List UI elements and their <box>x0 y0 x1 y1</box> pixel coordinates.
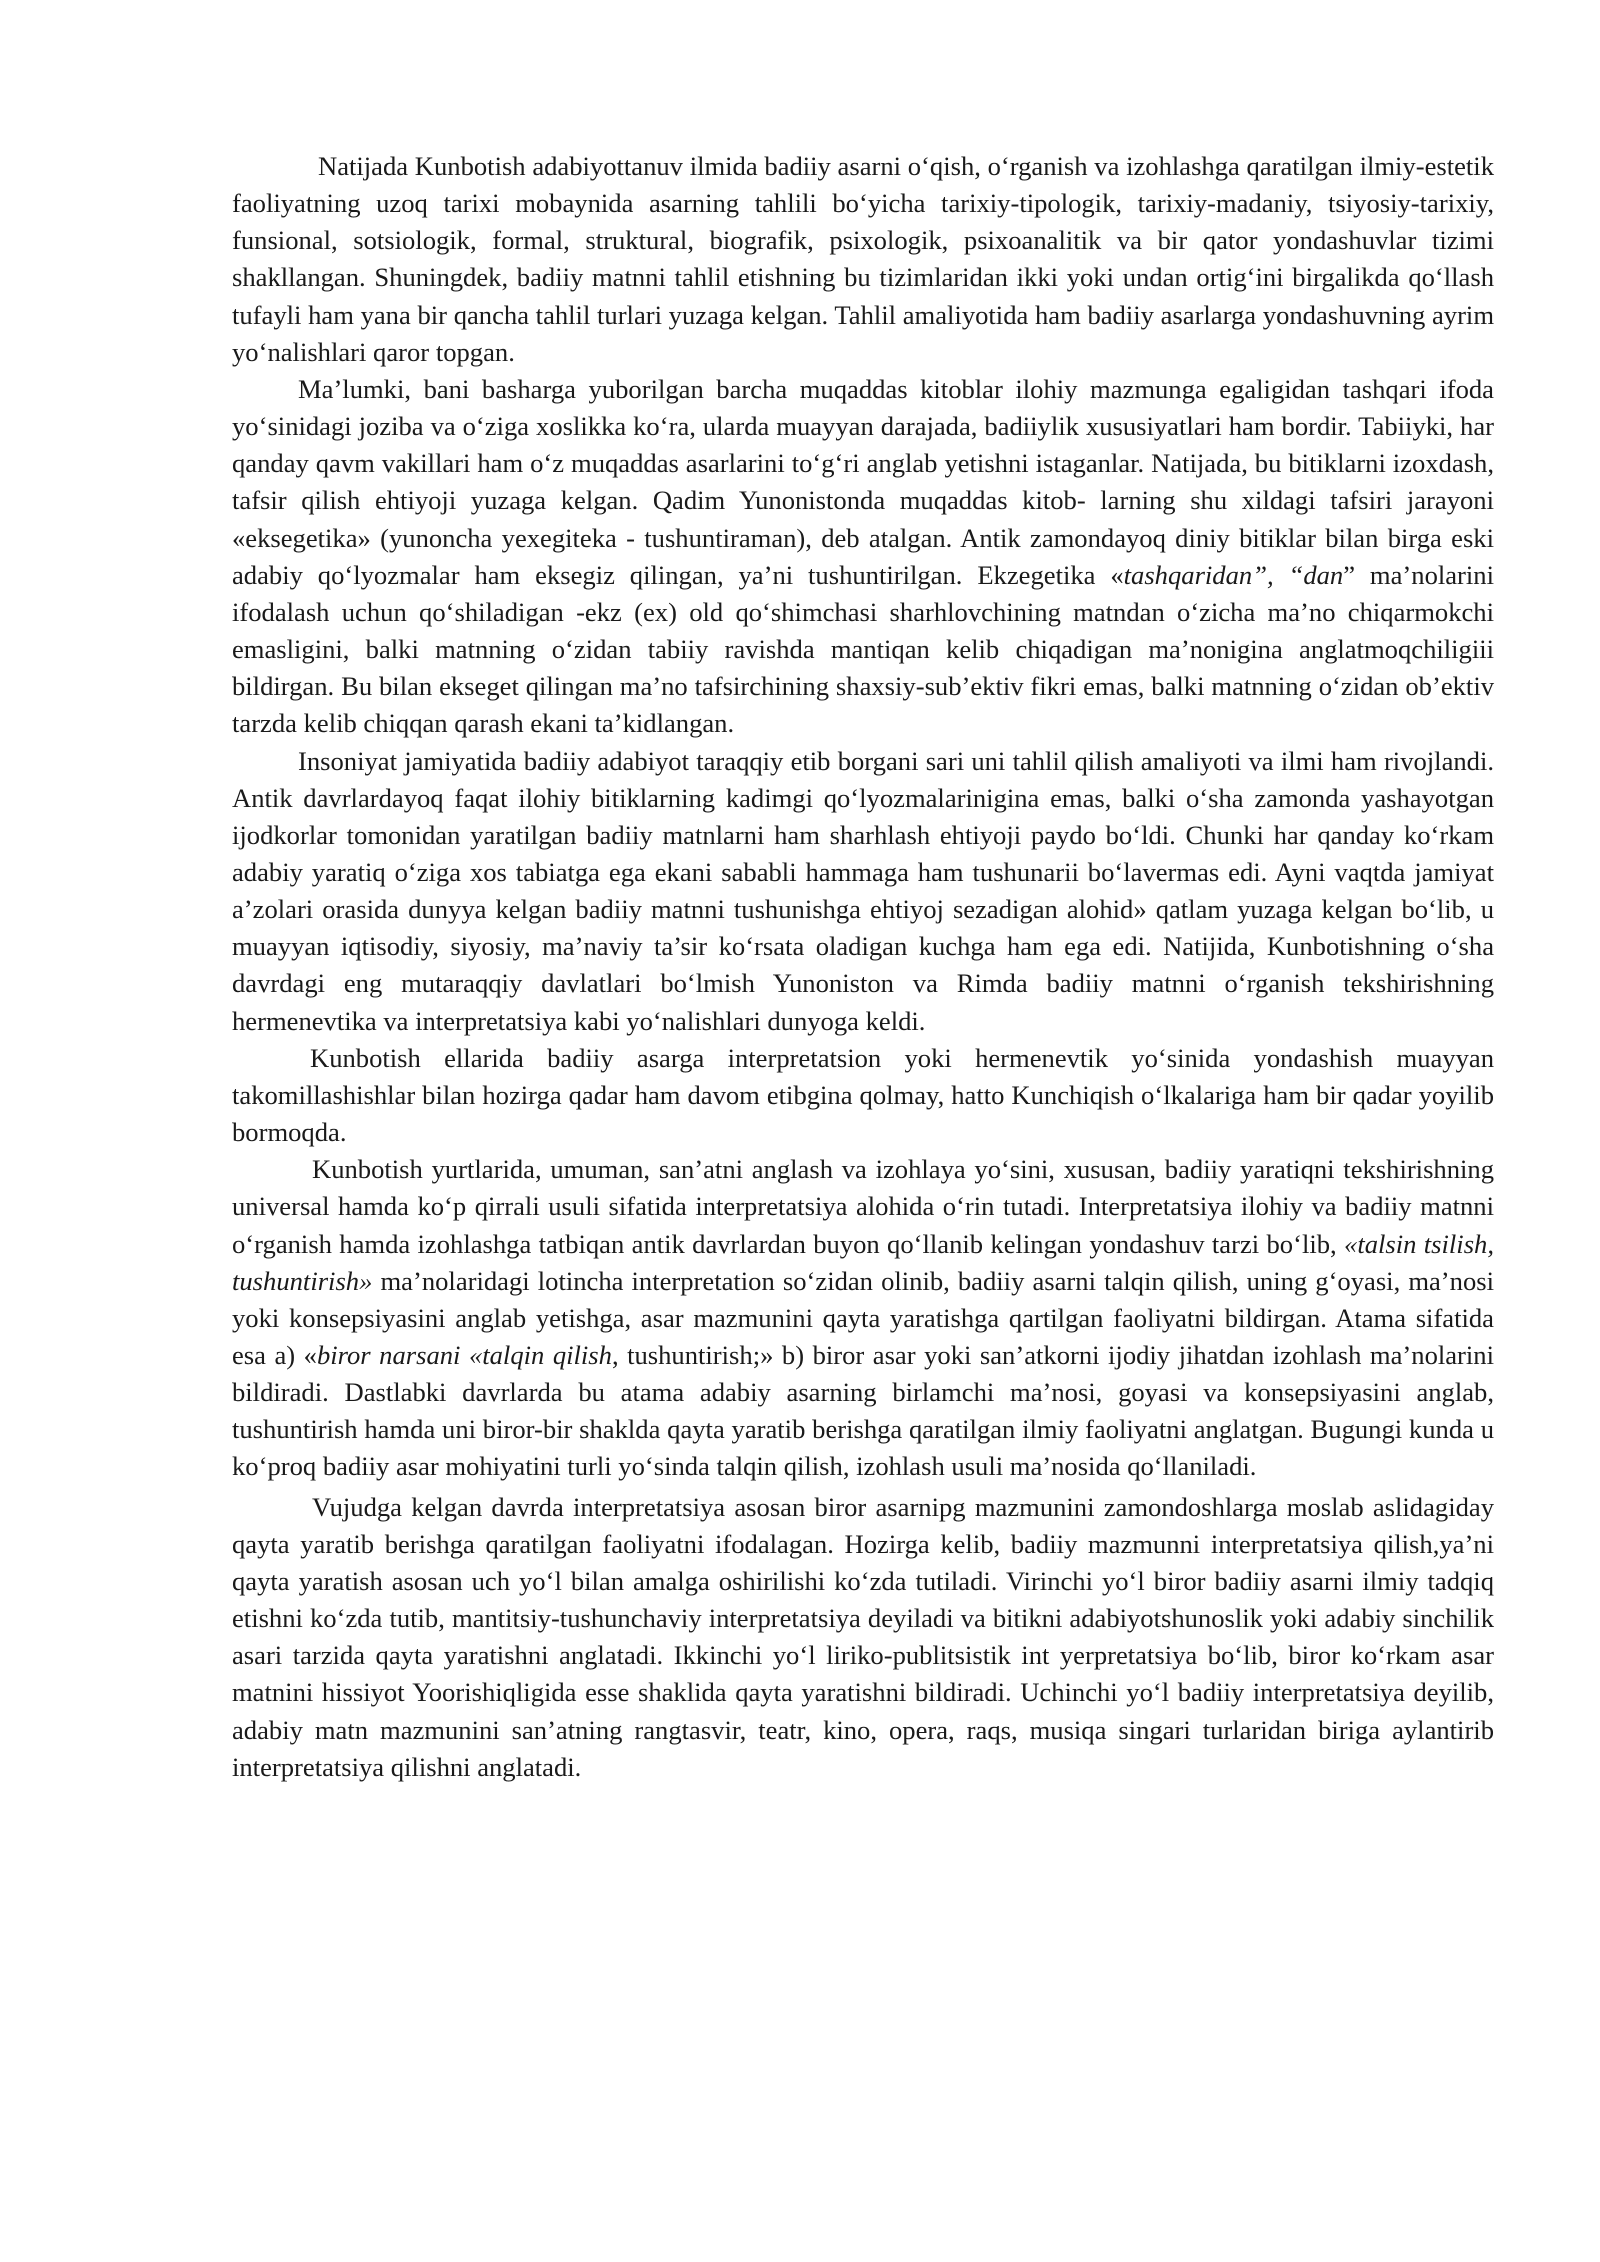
body-text <box>232 148 1494 1786</box>
paragraph-4 <box>232 1040 1494 1151</box>
paragraph-2 <box>232 371 1494 743</box>
paragraph-3-text: Insoniyat jamiyatida badiiy adabiyot taraqqiy etib borgani sari uni tahlil qilish amaliyoti va ilmi ham rivojlandi. Antik davrlardayoq faqat ilohiy bitiklarning kadimgi qo‘lyozmalarinigina emas, balki o‘sha zamonda yashayotgan ijodkorlar tomonidan yaratilgan badiiy matnlarni ham sharhlash ehtiyoji paydo bo‘ldi. Chunki har qanday ko‘rkam adabiy yaratiq o‘ziga xos tabiatga ega ekani sababli hammaga ham tushunarii bo‘lavermas edi. Ayni vaqtda jamiyat a’zolari orasida dunyya kelgan badiiy matnni tushunishga ehtiyoj sezadigan alohid» qatlam yuzaga kelgan bo‘lib, u muayyan iqtisodiy, siyosiy, ma’naviy ta’sir ko‘rsata oladigan kuchga ham ega edi. Natijida, Kunbotishning o‘sha davrdagi eng mutaraqqiy davlatlari bo‘lmish Yunoniston va Rimda badiiy matnni o‘rganish tekshirishning hermenevtika va interpretatsiya kabi yo‘nalishlari dunyoga keldi. <box>232 745 1494 1036</box>
paragraph-3 <box>232 743 1494 1040</box>
paragraph-6-text: Vujudga kelgan davrda interpretatsiya asosan biror asarnipg mazmunini zamondoshlarga moslab aslidagiday qayta yaratib berishga qaratilgan faoliyatni ifodalagan. Hozirga kelib, badiiy mazmunni interpretatsiya qilish,ya’ni qayta yaratish asosan uch yo‘l bilan amalga oshirilishi ko‘zda tutiladi. Virinchi yo‘l biror badiiy asarni ilmiy tadqiq etishni ko‘zda tutib, mantitsiy-tushunchaviy interpretatsiya deyiladi va bitikni adabiyotshunoslik yoki adabiy sinchilik asari tarzida qayta yaratishni anglatadi. Ikkinchi yo‘l liriko-publitsistik int yerpretatsiya bo‘lib, biror ko‘rkam asar matnini hissiyot Yoorishiqligida esse shaklida qayta yaratishni bildiradi. Uchinchi yo‘l badiiy interpretatsiya deyilib, adabiy matn mazmunini san’atning rangtasvir, teatr, kino, opera, raqs, musiqa singari turlaridan biriga aylantirib interpretatsiya qilishni anglatadi. <box>232 1491 1494 1782</box>
paragraph-1 <box>232 148 1494 371</box>
paragraph-5-italic-a: «talsin tsilish, tushuntirish» <box>232 1228 1494 1296</box>
paragraph-4-text: Kunbotish ellarida badiiy asarga interpretatsion yoki hermenevtik yo‘sinida yondashish muayyan takomillashishlar bilan hozirga qadar ham davom etibgina qolmay, hatto Kunchiqish o‘lkalariga ham bir qadar yoyilib bormoqda. <box>232 1042 1494 1148</box>
paragraph-5-text-c: , tushuntirish;» b) biror asar yoki san’atkorni ijodiy jihatdan izohlash ma’nolarini bildiradi. Dastlabki davrlarda bu atama adabiy asarning birlamchi ma’nosi, goyasi va konsepsiyasini anglab, tushuntirish hamda uni biror-bir shaklda qayta yaratib berishga qaratilgan ilmiy faoliyatni anglatgan. Bugungi kunda u ko‘proq badiiy asar mohiyatini turli yo‘sinda talqin qilish, izohlash usuli ma’nosida qo‘llaniladi. <box>232 1340 1494 1482</box>
paragraph-5-text-a: Kunbotish yurtlarida, umuman, san’atni anglash va izohlaya yo‘sini, xususan, badiiy yaratiqni tekshirishning universal hamda ko‘p qirrali usuli sifatida interpretatsiya alohida o‘rin tutadi. Interpretatsiya ilohiy va badiiy matnni o‘rganish hamda izohlashga tatbiqan antik davrlardan buyon qo‘llanib kelingan yondashuv tarzi bo‘lib, <box>232 1154 1494 1259</box>
paragraph-5-text-b: ma’nolaridagi lotincha interpretation so‘zidan olinib, badiiy asarni talqin qilish, uning g‘oyasi, ma’nosi yoki konsepsiyasini anglab yetishga, asar mazmunini qayta yaratishga qartilgan faoliyatni bildirgan. Atama sifatida esa a) « <box>232 1265 1494 1370</box>
paragraph-2-text-b: ” ma’nolarini ifodalash uchun qo‘shiladigan -ekz (ex) old qo‘shimchasi sharhlovchining matndan o‘zicha ma’no chiqarmokchi emasligini, balki matnning o‘zidan tabiiy ravishda mantiqan kelib chiqadigan ma’nonigina anglatmoqchiligiii bildirgan. Bu bilan ekseget qilingan ma’no tafsirchining shaxsiy-sub’ektiv fikri emas, balki matnning o‘zidan ob’ektiv tarzda kelib chiqqan qarash ekani ta’kidlangan. <box>232 559 1494 739</box>
paragraph-6 <box>232 1489 1494 1786</box>
paragraph-5 <box>232 1151 1494 1485</box>
paragraph-2-text-a: Ma’lumki, bani basharga yuborilgan barcha muqaddas kitoblar ilohiy mazmunga egaligidan tashqari ifoda yo‘sinidagi joziba va o‘ziga xoslikka ko‘ra, ularda muayyan darajada, badiiylik xususiyatlari ham bordir. Tabiiyki, har qanday qavm vakillari ham o‘z muqaddas asarlarini to‘g‘ri anglab yetishni istaganlar. Natijada, bu bitiklarni izoxdash, tafsir qilish ehtiyoji yuzaga kelgan. Qadim Yunonistonda muqaddas kitob- larning shu xildagi tafsiri jarayoni «eksegetika» (yunoncha yexegiteka - tushuntiraman), deb atalgan. Antik zamondayoq diniy bitiklar bilan birga eski adabiy qo‘lyozmalar ham eksegiz qilingan, ya’ni tushuntirilgan. Ekzegetika « <box>232 373 1494 590</box>
paragraph-2-italic: tashqaridan”, “dan <box>1123 559 1344 590</box>
paragraph-5-italic-b: biror narsani «talqin qilish <box>316 1340 612 1370</box>
paragraph-1-text: Natijada Kunbotish adabiyottanuv ilmida badiiy asarni o‘qish, o‘rganish va izohlashga qaratilgan ilmiy-estetik faoliyatning uzoq tarixi mobaynida asarning tahlili bo‘yicha tarixiy-tipologik, tarixiy-madaniy, tsiyosiy-tarixiy, funsional, sotsiologik, formal, struktural, biografik, psixologik, psixoanalitik va bir qator yondashuvlar tizimi shakllangan. Shuningdek, badiiy matnni tahlil etishning bu tizimlaridan ikki yoki undan ortig‘ini birgalikda qo‘llash tufayli ham yana bir qancha tahlil turlari yuzaga kelgan. Tahlil amaliyotida ham badiiy asarlarga yondashuvning ayrim yo‘nalishlari qaror topgan. <box>232 151 1494 367</box>
